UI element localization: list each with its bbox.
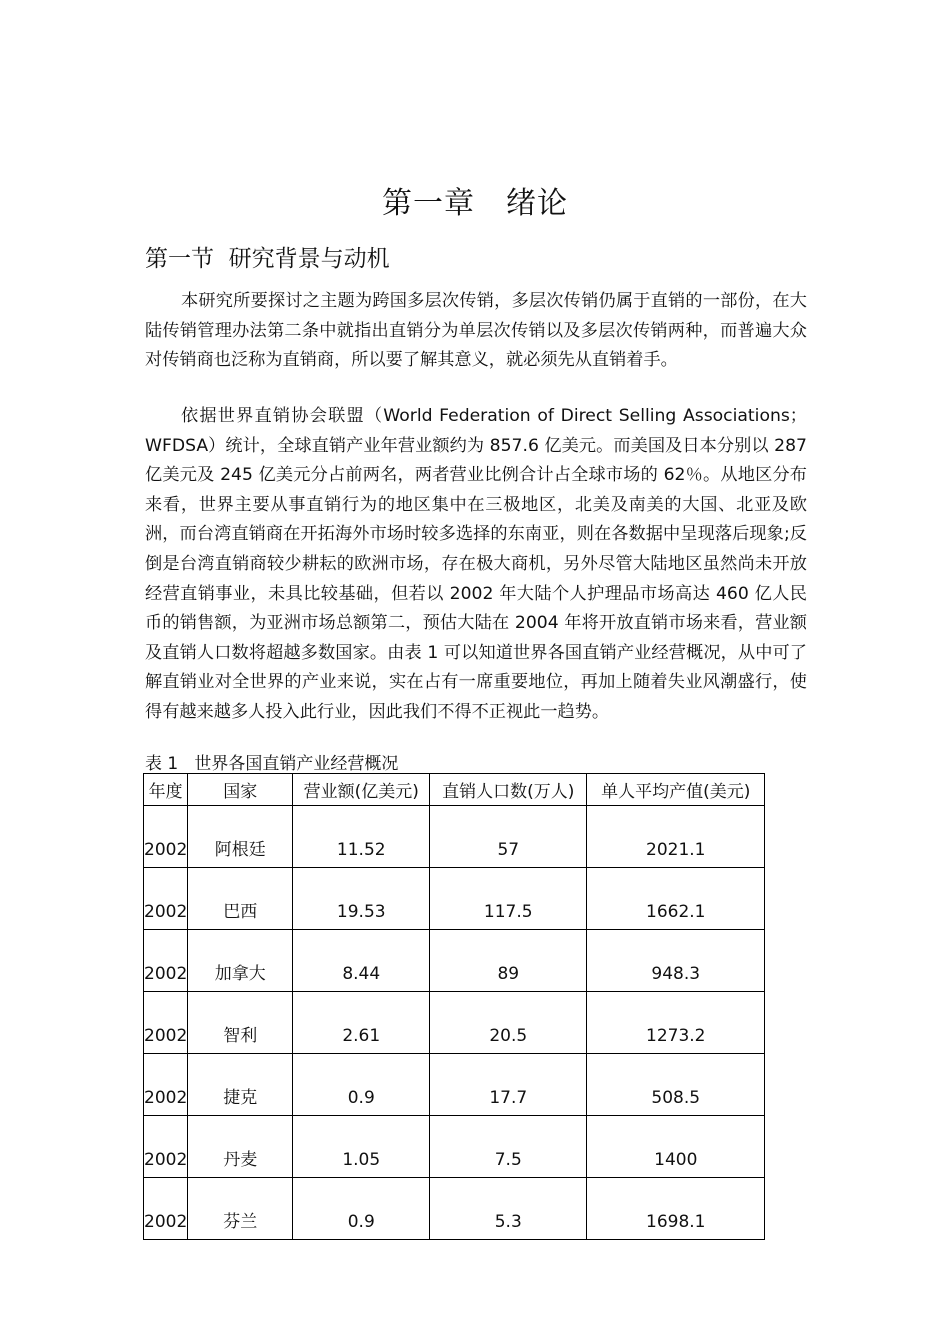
table-row (144, 1054, 765, 1116)
header-revenue: 营业额(亿美元) (293, 774, 430, 806)
cell-country: 芬兰 (188, 1178, 293, 1240)
table-row (144, 992, 765, 1054)
cell-year: 2002 (144, 930, 188, 992)
chapter-title: 第一章 绪论 (382, 186, 568, 221)
cell-revenue: 1.05 (293, 1116, 430, 1178)
cell-year: 2002 (144, 1116, 188, 1178)
table-row (144, 868, 765, 930)
table-row (144, 1178, 765, 1240)
cell-sellers: 17.7 (430, 1054, 587, 1116)
data-table (143, 773, 765, 1240)
cell-per-capita: 2021.1 (587, 806, 765, 868)
paragraph-2: 依据世界直销协会联盟（World Federation of Direct Selling Associations；WFDSA）统计，全球直销产业年营业额约为 857.6 亿美元。而美国及日本分别以 287 亿美元及 245 亿美元分占前两名，两者营业比例合计占全球市场的 62％。从地区分布来看，世界主要从事直销行为的地区集中在三极地区，北美及南美的大国、北亚及欧洲，而台湾直销商在开拓海外市场时较多选择的东南亚，则在各数据中呈现落后现象;反倒是台湾直销商较少耕耘的欧洲市场，存在极大商机，另外尽管大陆地区虽然尚未开放经营直销事业，未具比较基础，但若以 2002 年大陆个人护理品市场高达 460 亿人民币的销售额，为亚洲市场总额第二，预估大陆在 2004 年将开放直销市场来看，营业额及直销人口数将超越多数国家。由表 1 可以知道世界各国直销产业经营概况，从中可了解直销业对全世界的产业来说，实在占有一席重要地位，再加上随着失业风潮盛行，使得有越来越多人投入此行业，因此我们不得不正视此一趋势。 (145, 406, 807, 722)
header-sellers: 直销人口数(万人) (430, 774, 587, 806)
cell-revenue: 0.9 (293, 1178, 430, 1240)
cell-revenue: 2.61 (293, 992, 430, 1054)
cell-per-capita: 508.5 (587, 1054, 765, 1116)
cell-revenue: 11.52 (293, 806, 430, 868)
cell-per-capita: 1698.1 (587, 1178, 765, 1240)
cell-sellers: 5.3 (430, 1178, 587, 1240)
table-header-row (144, 774, 765, 806)
cell-year: 2002 (144, 868, 188, 930)
cell-country: 加拿大 (188, 930, 293, 992)
table-row (144, 806, 765, 868)
cell-year: 2002 (144, 992, 188, 1054)
section-title: 第一节 研究背景与动机 (145, 246, 390, 272)
cell-year: 2002 (144, 1054, 188, 1116)
header-year: 年度 (144, 774, 188, 806)
table-row (144, 1116, 765, 1178)
header-per-capita: 单人平均产值(美元) (587, 774, 765, 806)
cell-revenue: 8.44 (293, 930, 430, 992)
paragraph-1: 本研究所要探讨之主题为跨国多层次传销，多层次传销仍属于直销的一部份，在大陆传销管理办法第二条中就指出直销分为单层次传销以及多层次传销两种，而普遍大众对传销商也泛称为直销商，所以要了解其意义，就必须先从直销着手。 (145, 291, 807, 371)
table-caption: 表 1 世界各国直销产业经营概况 (145, 754, 399, 774)
cell-sellers: 117.5 (430, 868, 587, 930)
cell-per-capita: 1400 (587, 1116, 765, 1178)
cell-per-capita: 1273.2 (587, 992, 765, 1054)
cell-per-capita: 1662.1 (587, 868, 765, 930)
cell-country: 阿根廷 (188, 806, 293, 868)
cell-sellers: 20.5 (430, 992, 587, 1054)
cell-sellers: 57 (430, 806, 587, 868)
cell-year: 2002 (144, 806, 188, 868)
cell-revenue: 0.9 (293, 1054, 430, 1116)
cell-revenue: 19.53 (293, 868, 430, 930)
header-country: 国家 (188, 774, 293, 806)
cell-country: 巴西 (188, 868, 293, 930)
cell-country: 智利 (188, 992, 293, 1054)
cell-sellers: 89 (430, 930, 587, 992)
cell-per-capita: 948.3 (587, 930, 765, 992)
table-row (144, 930, 765, 992)
cell-country: 捷克 (188, 1054, 293, 1116)
cell-sellers: 7.5 (430, 1116, 587, 1178)
cell-country: 丹麦 (188, 1116, 293, 1178)
cell-year: 2002 (144, 1178, 188, 1240)
